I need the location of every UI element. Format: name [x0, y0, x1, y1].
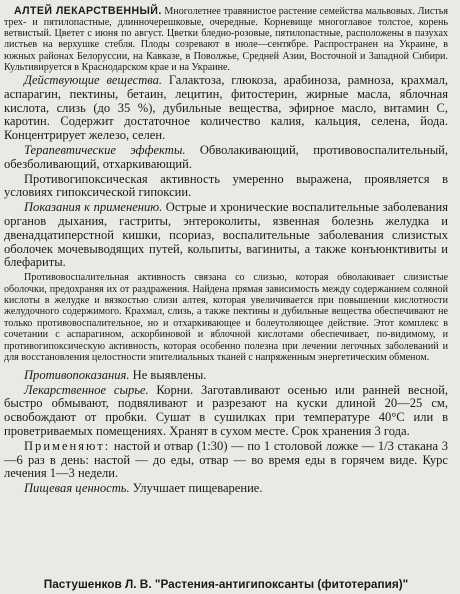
- food-value-label: Пищевая ценность.: [24, 481, 130, 496]
- plant-description-text: Многолетнее травянистое растение семейства мальвовых. Листья трех- и пятилопастные, длинночерешковые, очередные. Корневище многоглавое толстое, корень ветвистый. Цветет с июня по август. Цветки бледно-розовые, пятилопастные, расположены в пазухах листьев на верхушке стебля. Плоды созревают в июле—сентябре. Распространен на Украине, в южных районах Белоруссии, на Кавказе, в Поволжье, Средней Азии, Восточной и Западной Сибири. Культивируется в Краснодарском крае и на Украине.: [4, 6, 449, 73]
- mechanism-note: Противовоспалительная активность связана со слизью, которая обволакивает слизистые оболочки, предохраняя их от раздражения. Найдена прямая зависимость между содержанием соляной кислоты в желудке и вязкостью слизи алтея, которая увеличивается при повышении кислотности желудочного содержимого. Крахмал, слизь, а также пектины и дубильные вещества обеспечивают не только противовоспалительное, но и отхаркивающее и болеутоляющее действие. Этот комплекс в сочетании с аспарагином, аскорбиновой и яблочной кислотами обеспечивает, по-видимому, и противогипоксическую активность, которая особенно полезна при лечении легочных заболеваний и для восстановления целостности эпителиальных тканей с напряженным энергетическим обменом.: [4, 272, 448, 364]
- usage-label: Применяют:: [24, 438, 111, 453]
- usage-text: настой и отвар (1:30) — по 1 столовой ложке — 1/3 стакана 3—6 раз в день: настой — до еды, отвар — во время еды в горячем виде. Курс лечения 1—3 недели.: [4, 438, 448, 481]
- source-citation: Пастушенков Л. В. "Растения-антигипоксанты (фитотерапия)": [43, 577, 409, 591]
- therapeutic-effects-label: Терапевтические эффекты.: [24, 142, 186, 157]
- active-substances-paragraph: [4, 74, 448, 143]
- raw-material-paragraph: [4, 384, 448, 439]
- antihypoxic-paragraph: [4, 173, 448, 201]
- indications-paragraph: [4, 201, 448, 270]
- antihypoxic-text: Противогипоксическая активность умеренно выражена, проявляется в условиях гипоксической гипоксии.: [4, 171, 448, 200]
- indications-text: Острые и хронические воспалительные заболевания органов дыхания, гастриты, энтероколиты, язвенная болезнь желудка и двенадцатиперстной кишки, псориаз, воспалительные заболевания слизистых оболочек мочевыводящих путей, кольпиты, вагиниты, а также конъюнктивиты и блефариты.: [4, 200, 448, 270]
- indications-label: Показания к применению.: [24, 200, 163, 215]
- contraindications-paragraph: [4, 369, 448, 383]
- therapeutic-effects-paragraph: [4, 144, 448, 172]
- therapeutic-effects-text: Обволакивающий, противовоспалительный, обезболивающий, отхаркивающий.: [4, 142, 448, 171]
- plant-heading: АЛТЕЙ ЛЕКАРСТВЕННЫЙ.: [14, 5, 162, 17]
- plant-description: [4, 6, 448, 73]
- food-value-text: Улучшает пищеварение.: [132, 481, 263, 496]
- raw-material-label: Лекарственное сырье.: [24, 382, 149, 397]
- contraindications-text: Не выявлены.: [132, 367, 207, 382]
- active-substances-text: Галактоза, глюкоза, арабиноза, рамноза, крахмал, аспарагин, пектины, бетаин, лецитин, фитостерин, жирные масла, яблочная кислота, слизь (до 35 %), дубильные вещества, эфирное масло, витамин С, каротин. Содержит достаточное количество калия, кальция, селена, йода. Концентрирует железо, селен.: [4, 72, 448, 143]
- usage-paragraph: [4, 440, 448, 481]
- raw-material-text: Корни. Заготавливают осенью или ранней весной, быстро обмывают, подвяливают и разрезают на куски длиной 20—25 см, освобождают от пробки. Сушат в сушилках при температуре 40°С или в проветриваемых помещениях. Хранят в сухом месте. Срок хранения 3 года.: [4, 382, 448, 438]
- active-substances-label: Действующие вещества.: [24, 72, 163, 87]
- contraindications-label: Противопоказания.: [24, 367, 130, 382]
- food-value-paragraph: [4, 482, 448, 496]
